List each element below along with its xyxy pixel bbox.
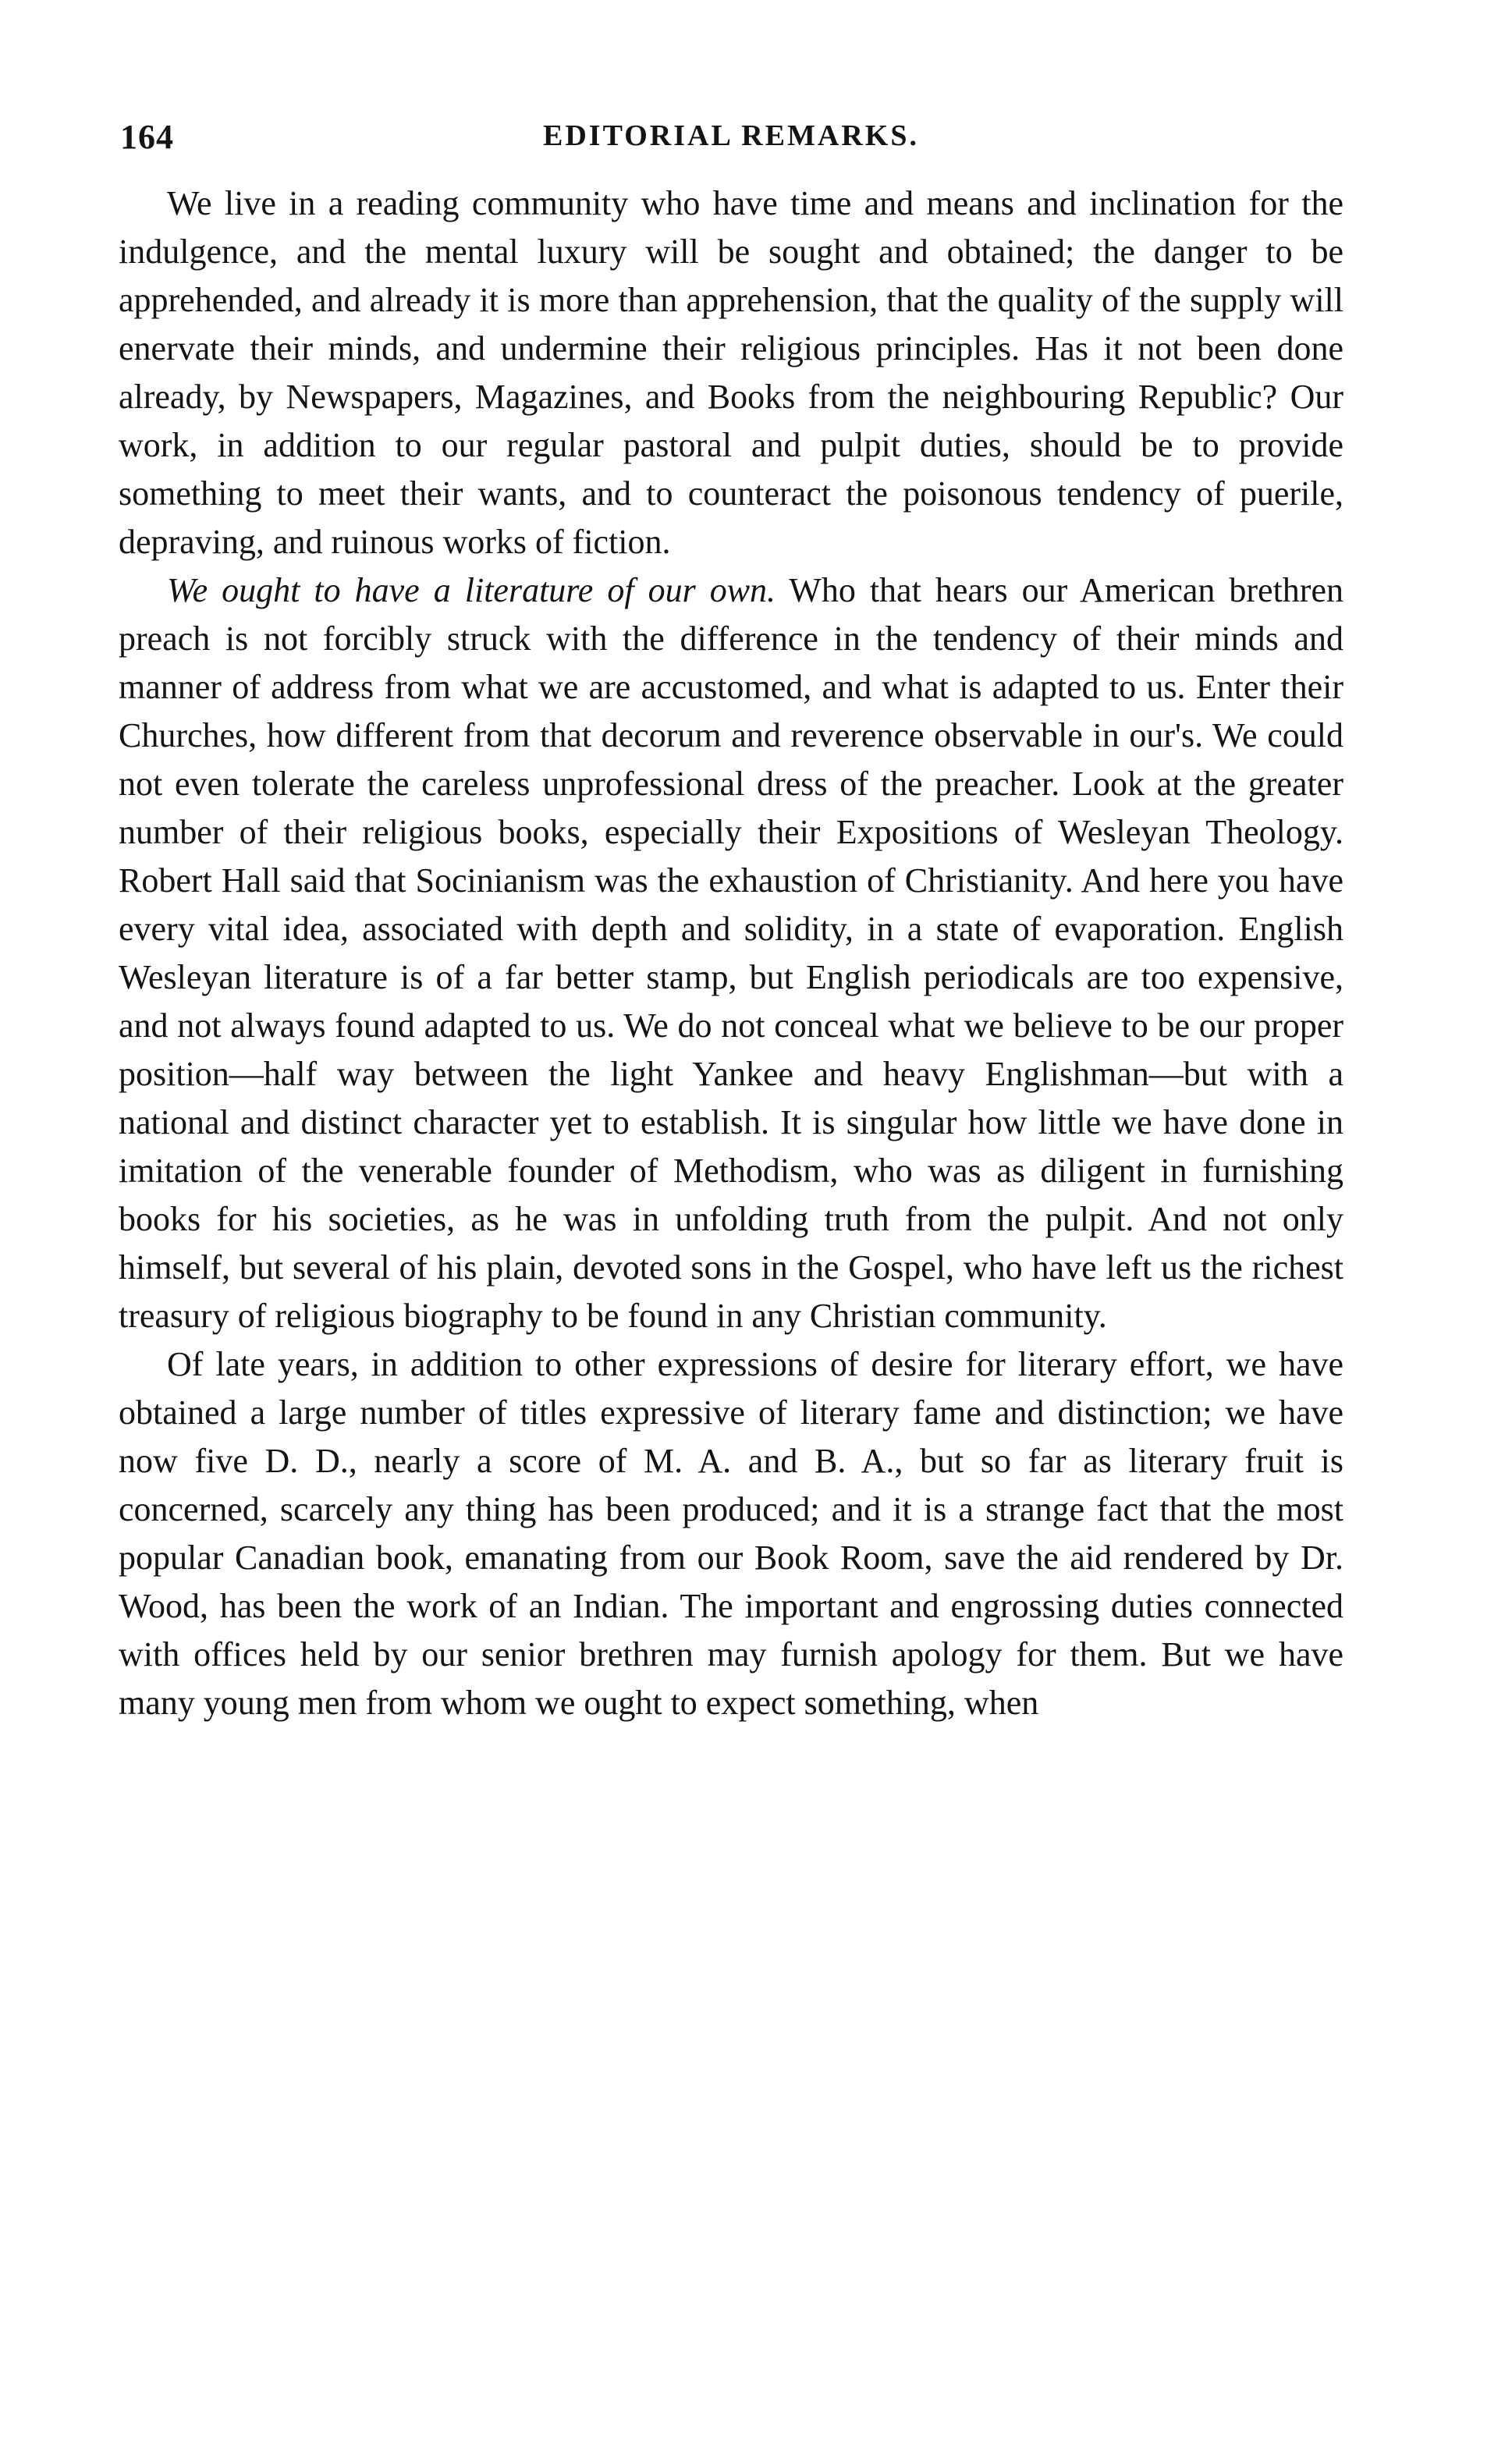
paragraph-2-italic-lead: We ought to have a literature of our own. [167,571,776,609]
paragraph-3-text: Of late years, in addition to other expressions of desire for literary effort, we have obtained a large number of titles expressive of literary fame and distinction; we have now five D. D., nearly a score of M. A. and B. A., but so far as literary fruit is concerned, scarcely any thing has been produced; and it is a strange fact that the most popular Canadian book, emanating from our Book Room, save the aid rendered by Dr. Wood, has been the work of an Indian. The important and engrossing duties connected with offices held by our senior brethren may furnish apology for them. But we have many young men from whom we ought to expect something, when [119,1345,1343,1722]
paragraph-1 [119,179,1343,566]
document-page [119,117,1343,1727]
paragraph-3 [119,1340,1343,1727]
running-header [119,117,1343,179]
section-title: EDITORIAL REMARKS. [543,119,919,152]
paragraph-2-text: Who that hears our American brethren preach is not forcibly struck with the difference in the tendency of their minds and manner of address from what we are accustomed, and what is adapted to us. Enter their Churches, how different from that decorum and reverence observable in our's. We could not even tolerate the careless unprofessional dress of the preacher. Look at the greater number of their religious books, especially their Expositions of Wesleyan Theology. Robert Hall said that Socinianism was the exhaustion of Christianity. And here you have every vital idea, associated with depth and solidity, in a state of evaporation. English Wesleyan literature is of a far better stamp, but English periodicals are too expensive, and not always found adapted to us. We do not conceal what we believe to be our proper position—half way between the light Yankee and heavy Englishman—but with a national and distinct character yet to establish. It is singular how little we have done in imitation of the venerable founder of Methodism, who was as diligent in furnishing books for his societies, as he was in unfolding truth from the pulpit. And not only himself, but several of his plain, devoted sons in the Gospel, who have left us the richest treasury of religious biography to be found in any Christian community. [119,571,1343,1335]
page-number: 164 [120,118,174,156]
paragraph-1-text: We live in a reading community who have time and means and inclination for the indulgence, and the mental luxury will be sought and obtained; the danger to be apprehended, and already it is more than apprehension, that the quality of the supply will enervate their minds, and undermine their religious principles. Has it not been done already, by Newspapers, Magazines, and Books from the neighbouring Republic? Our work, in addition to our regular pastoral and pulpit duties, should be to provide something to meet their wants, and to counteract the poisonous tendency of puerile, depraving, and ruinous works of fiction. [119,184,1343,561]
paragraph-2 [119,566,1343,1340]
